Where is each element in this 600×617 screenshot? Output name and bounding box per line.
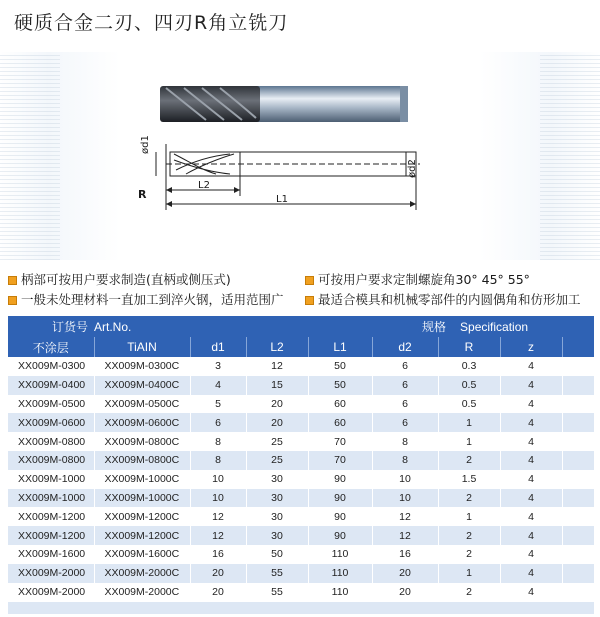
band-texture-right bbox=[540, 52, 600, 260]
column-header-row bbox=[8, 337, 594, 357]
spec-table-wrap bbox=[8, 316, 594, 601]
col-d1: d1 bbox=[190, 337, 246, 357]
label-l1: L1 bbox=[276, 194, 288, 205]
table-row bbox=[8, 413, 594, 432]
table-row bbox=[8, 564, 594, 583]
table-cell: 1 bbox=[438, 507, 500, 526]
table-cell: 0.3 bbox=[438, 357, 500, 376]
table-cell: XX009M-0500 bbox=[8, 395, 94, 414]
table-cell: 60 bbox=[308, 395, 372, 414]
table-cell: XX009M-1000 bbox=[8, 470, 94, 489]
table-cell: 50 bbox=[246, 545, 308, 564]
col-l2: L2 bbox=[246, 337, 308, 357]
table-cell: 55 bbox=[246, 583, 308, 602]
table-cell: 110 bbox=[308, 583, 372, 602]
table-cell-spacer bbox=[562, 432, 594, 451]
table-row bbox=[8, 451, 594, 470]
table-cell: 4 bbox=[500, 526, 562, 545]
table-cell: XX009M-2000 bbox=[8, 583, 94, 602]
label-d2: ød2 bbox=[407, 159, 418, 178]
table-cell: XX009M-0800 bbox=[8, 451, 94, 470]
table-row bbox=[8, 545, 594, 564]
table-cell: 4 bbox=[500, 451, 562, 470]
table-cell: 2 bbox=[438, 451, 500, 470]
table-cell: 50 bbox=[308, 357, 372, 376]
table-cell: 10 bbox=[190, 470, 246, 489]
label-d1: ød1 bbox=[140, 135, 151, 154]
table-cell: XX009M-0400C bbox=[94, 376, 190, 395]
table-cell: 30 bbox=[246, 526, 308, 545]
table-cell-spacer bbox=[562, 507, 594, 526]
table-cell: 20 bbox=[246, 395, 308, 414]
table-row bbox=[8, 583, 594, 602]
table-cell: XX009M-1600 bbox=[8, 545, 94, 564]
table-cell: 2 bbox=[438, 545, 500, 564]
table-cell: 70 bbox=[308, 432, 372, 451]
table-cell: 12 bbox=[372, 507, 438, 526]
table-cell: XX009M-2000 bbox=[8, 564, 94, 583]
table-row bbox=[8, 489, 594, 508]
table-cell: 4 bbox=[500, 470, 562, 489]
table-cell-spacer bbox=[562, 470, 594, 489]
table-cell: 1 bbox=[438, 413, 500, 432]
table-cell: 6 bbox=[372, 395, 438, 414]
bullet-icon bbox=[305, 276, 314, 285]
feature-item: 可按用户要求定制螺旋角30° 45° 55° bbox=[305, 270, 530, 290]
table-cell: 90 bbox=[308, 489, 372, 508]
table-cell: XX009M-0800C bbox=[94, 432, 190, 451]
table-cell-spacer bbox=[562, 526, 594, 545]
label-l2: L2 bbox=[198, 180, 210, 191]
table-cell: XX009M-1000C bbox=[94, 489, 190, 508]
feature-item: 最适合模具和机械零部件的内圆偶角和仿形加工 bbox=[305, 290, 581, 310]
feature-item: 一般未处理材料一直加工到淬火钢，适用范围广 bbox=[8, 290, 284, 310]
table-cell: 30 bbox=[246, 507, 308, 526]
table-cell: 8 bbox=[190, 432, 246, 451]
band-texture-left bbox=[0, 52, 60, 260]
table-cell: 12 bbox=[190, 507, 246, 526]
table-cell: XX009M-0300 bbox=[8, 357, 94, 376]
table-cell: 2 bbox=[438, 583, 500, 602]
page-title: 硬质合金二刃、四刃R角立铣刀 bbox=[14, 12, 289, 34]
table-cell: 0.5 bbox=[438, 376, 500, 395]
table-cell: 12 bbox=[190, 526, 246, 545]
table-cell: XX009M-1200 bbox=[8, 526, 94, 545]
table-cell: 55 bbox=[246, 564, 308, 583]
table-cell: 6 bbox=[372, 376, 438, 395]
col-spacer bbox=[562, 337, 594, 357]
table-cell: 25 bbox=[246, 432, 308, 451]
table-cell: 90 bbox=[308, 470, 372, 489]
table-cell: 6 bbox=[372, 357, 438, 376]
header-specification: 规格 Specification bbox=[190, 316, 594, 337]
table-bottom-strip bbox=[8, 602, 594, 614]
col-z: z bbox=[500, 337, 562, 357]
table-cell: 4 bbox=[500, 545, 562, 564]
end-mill-photo bbox=[156, 78, 412, 130]
table-cell: 4 bbox=[500, 357, 562, 376]
table-cell: 60 bbox=[308, 413, 372, 432]
table-cell: 6 bbox=[190, 413, 246, 432]
table-cell: 4 bbox=[500, 395, 562, 414]
table-cell: 4 bbox=[500, 489, 562, 508]
table-cell: XX009M-0400 bbox=[8, 376, 94, 395]
table-cell: XX009M-1200C bbox=[94, 526, 190, 545]
table-cell: 8 bbox=[190, 451, 246, 470]
table-cell: 4 bbox=[500, 507, 562, 526]
table-cell: XX009M-2000C bbox=[94, 564, 190, 583]
table-cell: 25 bbox=[246, 451, 308, 470]
table-cell: 20 bbox=[190, 564, 246, 583]
table-cell: 4 bbox=[500, 583, 562, 602]
bullet-icon bbox=[8, 296, 17, 305]
table-cell: 1 bbox=[438, 564, 500, 583]
table-cell: 90 bbox=[308, 526, 372, 545]
col-tialn: TiAIN bbox=[94, 337, 190, 357]
table-cell-spacer bbox=[562, 357, 594, 376]
table-cell: 20 bbox=[246, 413, 308, 432]
table-cell: 6 bbox=[372, 413, 438, 432]
col-d2: d2 bbox=[372, 337, 438, 357]
table-cell: 12 bbox=[372, 526, 438, 545]
table-cell: 30 bbox=[246, 470, 308, 489]
col-uncoated: 不涂层 bbox=[8, 337, 94, 357]
col-l1: L1 bbox=[308, 337, 372, 357]
table-cell-spacer bbox=[562, 376, 594, 395]
table-cell: 70 bbox=[308, 451, 372, 470]
table-row bbox=[8, 526, 594, 545]
table-cell: 20 bbox=[372, 583, 438, 602]
table-cell: 30 bbox=[246, 489, 308, 508]
table-cell: 12 bbox=[246, 357, 308, 376]
feature-item: 柄部可按用户要求制造(直柄或侧压式) bbox=[8, 270, 231, 290]
table-row bbox=[8, 395, 594, 414]
table-cell: XX009M-1000 bbox=[8, 489, 94, 508]
table-cell: 110 bbox=[308, 564, 372, 583]
col-r: R bbox=[438, 337, 500, 357]
table-cell: 20 bbox=[190, 583, 246, 602]
table-cell: XX009M-0800 bbox=[8, 432, 94, 451]
table-cell: 2 bbox=[438, 526, 500, 545]
table-cell-spacer bbox=[562, 583, 594, 602]
table-cell: 20 bbox=[372, 564, 438, 583]
bullet-icon bbox=[305, 296, 314, 305]
table-cell: 2 bbox=[438, 489, 500, 508]
table-row bbox=[8, 376, 594, 395]
label-r: R bbox=[138, 188, 147, 201]
table-cell-spacer bbox=[562, 489, 594, 508]
table-cell-spacer bbox=[562, 451, 594, 470]
table-cell: 5 bbox=[190, 395, 246, 414]
table-cell: 90 bbox=[308, 507, 372, 526]
table-cell: 3 bbox=[190, 357, 246, 376]
table-cell: XX009M-0800C bbox=[94, 451, 190, 470]
table-cell: 10 bbox=[372, 470, 438, 489]
table-cell: 10 bbox=[190, 489, 246, 508]
table-cell: XX009M-1000C bbox=[94, 470, 190, 489]
table-cell: XX009M-1200C bbox=[94, 507, 190, 526]
table-cell: 10 bbox=[372, 489, 438, 508]
table-cell: XX009M-0600 bbox=[8, 413, 94, 432]
table-cell: 16 bbox=[372, 545, 438, 564]
table-cell-spacer bbox=[562, 545, 594, 564]
table-cell-spacer bbox=[562, 413, 594, 432]
dimension-drawing bbox=[130, 140, 430, 220]
table-cell: 8 bbox=[372, 432, 438, 451]
spec-table bbox=[8, 316, 594, 601]
bullet-icon bbox=[8, 276, 17, 285]
table-cell: 16 bbox=[190, 545, 246, 564]
table-cell: XX009M-1200 bbox=[8, 507, 94, 526]
table-cell-spacer bbox=[562, 395, 594, 414]
table-cell-spacer bbox=[562, 564, 594, 583]
table-cell: 4 bbox=[500, 564, 562, 583]
table-cell: 4 bbox=[500, 413, 562, 432]
table-cell: XX009M-0500C bbox=[94, 395, 190, 414]
table-cell: 110 bbox=[308, 545, 372, 564]
table-cell: 0.5 bbox=[438, 395, 500, 414]
table-row bbox=[8, 507, 594, 526]
table-cell: XX009M-0300C bbox=[94, 357, 190, 376]
table-cell: XX009M-1600C bbox=[94, 545, 190, 564]
table-cell: 1 bbox=[438, 432, 500, 451]
table-cell: XX009M-2000C bbox=[94, 583, 190, 602]
table-cell: 50 bbox=[308, 376, 372, 395]
table-cell: 4 bbox=[500, 432, 562, 451]
table-cell: 4 bbox=[500, 376, 562, 395]
spec-table-body bbox=[8, 357, 594, 601]
header-article-number: 订货号 Art.No. bbox=[8, 316, 190, 337]
table-row bbox=[8, 470, 594, 489]
table-row bbox=[8, 357, 594, 376]
table-cell: 15 bbox=[246, 376, 308, 395]
table-row bbox=[8, 432, 594, 451]
table-cell: XX009M-0600C bbox=[94, 413, 190, 432]
table-cell: 8 bbox=[372, 451, 438, 470]
table-cell: 1.5 bbox=[438, 470, 500, 489]
table-cell: 4 bbox=[190, 376, 246, 395]
